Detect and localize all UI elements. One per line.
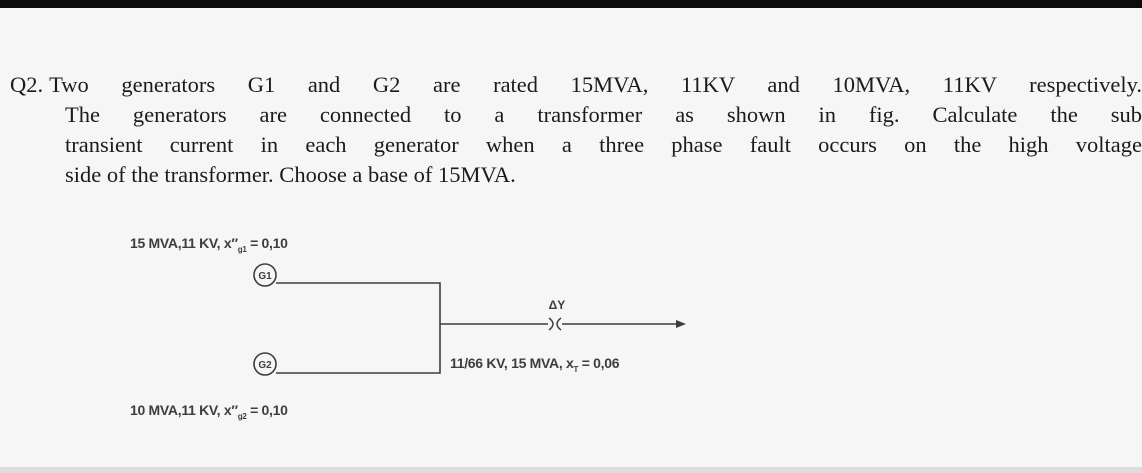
transformer-rating-sub: T <box>573 364 579 374</box>
g2-rating-text: 10 MVA,11 KV, x″ <box>130 402 238 418</box>
transformer-connection-label: ΔY <box>548 298 566 312</box>
g2-rating-value: = 0,10 <box>250 402 288 418</box>
g1-generator-tag: G1 <box>258 271 272 282</box>
g2-feeder-line <box>276 324 440 373</box>
g1-rating-value: = 0,10 <box>250 235 288 251</box>
g1-feeder-line <box>276 283 440 324</box>
question-line-3: transient current in each generator when a three phase fault occurs on the high voltage <box>65 132 1142 157</box>
question-number: Q2. <box>10 72 44 97</box>
transformer-rating-value: = 0,06 <box>581 355 620 371</box>
transformer-symbol <box>549 318 561 330</box>
g2-generator-tag: G2 <box>258 360 272 371</box>
bottom-border <box>0 467 1142 473</box>
g2-rating-sub: g2 <box>237 411 247 421</box>
fault-arrow-icon <box>676 320 686 328</box>
g1-rating-text: 15 MVA,11 KV, x″ <box>130 235 238 251</box>
transformer-rating-text: 11/66 KV, 15 MVA, x <box>450 355 574 371</box>
question-line-1-text: Two generators G1 and G2 are rated 15MVA, 11KV and 10MVA, 11KV respectively. <box>49 72 1142 97</box>
question-line-4: side of the transformer. Choose a base of 15MVA. <box>65 162 516 187</box>
question-line-2: The generators are connected to a transformer as shown in fig. Calculate the sub <box>65 102 1142 127</box>
g1-rating-sub: g1 <box>237 244 247 254</box>
